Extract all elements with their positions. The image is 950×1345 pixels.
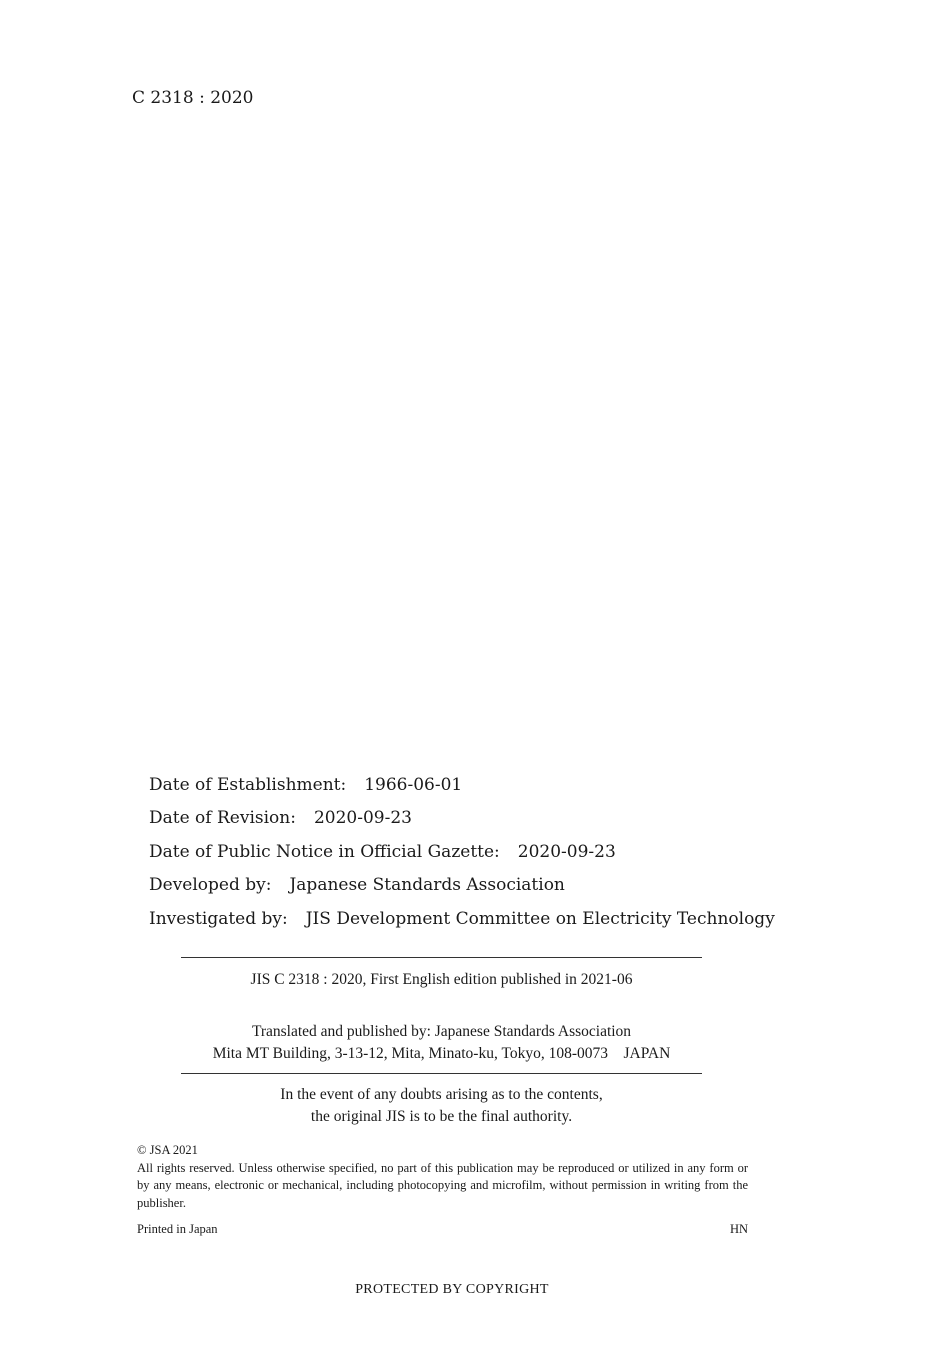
disclaimer-line: the original JIS is to be the final authority. (310, 1108, 573, 1125)
meta-value: 1966-06-01 (364, 775, 463, 795)
copyright-notice: © JSA 2021 (137, 1143, 198, 1157)
edition-line: JIS C 2318 : 2020, First English edition published in 2021-06 (250, 971, 633, 988)
protected-by-copyright-footer: PROTECTED BY COPYRIGHT (355, 1282, 549, 1297)
date-of-revision-row (149, 808, 412, 828)
meta-label: Date of Public Notice in Official Gazette: (149, 842, 500, 862)
meta-label: Date of Establishment: (149, 775, 347, 795)
printed-in-label: Printed in Japan (137, 1222, 218, 1236)
divider-bottom (181, 1073, 702, 1074)
developed-by-row (149, 875, 565, 895)
date-of-public-notice-row (149, 842, 616, 862)
publisher-block (181, 1021, 702, 1065)
meta-value: JIS Development Committee on Electricity Technology (305, 909, 775, 929)
meta-label: Date of Revision: (149, 808, 296, 828)
meta-value: 2020-09-23 (313, 808, 412, 828)
meta-value: 2020-09-23 (517, 842, 616, 862)
date-of-establishment-row (149, 775, 462, 795)
disclaimer-block (181, 1084, 702, 1128)
divider-top (181, 957, 702, 958)
printer-code: HN (729, 1222, 748, 1236)
publisher-line: Translated and published by: Japanese Standards Association (251, 1023, 632, 1040)
copyright-block (137, 1142, 748, 1212)
publisher-address: Mita MT Building, 3-13-12, Mita, Minato-ku, Tokyo, 108-0073 JAPAN (212, 1045, 671, 1062)
meta-value: Japanese Standards Association (289, 875, 565, 895)
meta-label: Developed by: (149, 875, 272, 895)
rights-statement: All rights reserved. Unless otherwise specified, no part of this publication may be reproduced or utilized in any form or by any means, electronic or mechanical, including photocopying and microfilm, without permission in writing from the publisher. (137, 1160, 748, 1210)
disclaimer-line: In the event of any doubts arising as to the contents, (280, 1086, 603, 1103)
standard-number-header: C 2318 : 2020 (132, 88, 254, 108)
investigated-by-row (149, 909, 775, 929)
meta-label: Investigated by: (149, 909, 288, 929)
